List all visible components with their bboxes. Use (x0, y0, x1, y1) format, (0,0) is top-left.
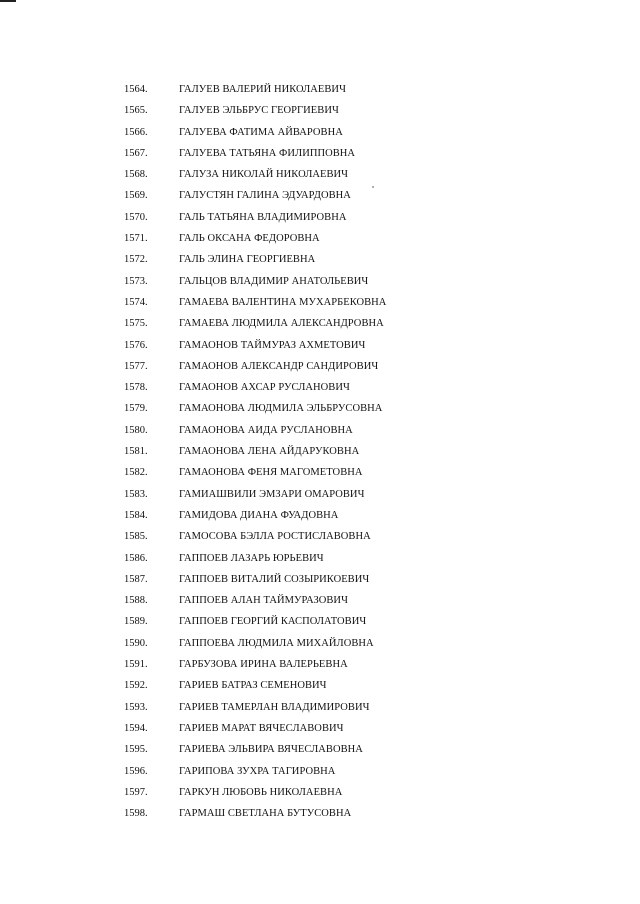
item-name: ГАМИДОВА ДИАНА ФУАДОВНА (179, 509, 339, 521)
item-number: 1571. (124, 233, 148, 245)
list-item (0, 569, 640, 590)
list-item (0, 271, 640, 292)
item-number: 1585. (124, 531, 148, 543)
list-item (0, 207, 640, 228)
item-number: 1594. (124, 722, 148, 734)
item-name: ГАЛУЕВ ЭЛЬБРУС ГЕОРГИЕВИЧ (179, 105, 339, 117)
list-item (0, 398, 640, 419)
list-item (0, 377, 640, 398)
item-number: 1587. (124, 573, 148, 585)
list-item (0, 611, 640, 632)
item-number: 1570. (124, 211, 148, 223)
list-item (0, 292, 640, 313)
list-item (0, 335, 640, 356)
list-item (0, 356, 640, 377)
item-number: 1584. (124, 509, 148, 521)
item-number: 1588. (124, 595, 148, 607)
list-item (0, 228, 640, 249)
item-name: ГАЛУЕВ ВАЛЕРИЙ НИКОЛАЕВИЧ (179, 84, 346, 95)
list-item (0, 420, 640, 441)
item-name: ГАЛУСТЯН ГАЛИНА ЭДУАРДОВНА (179, 190, 351, 202)
item-number: 1595. (124, 744, 148, 756)
item-number: 1572. (124, 254, 148, 266)
item-number: 1575. (124, 318, 148, 330)
list-item (0, 782, 640, 803)
item-number: 1578. (124, 382, 148, 394)
item-name: ГАЛУЕВА ФАТИМА АЙВАРОВНА (179, 126, 343, 138)
item-name: ГАППОЕВА ЛЮДМИЛА МИХАЙЛОВНА (179, 637, 374, 649)
item-number: 1577. (124, 360, 148, 372)
item-name: ГАМАЕВА ЛЮДМИЛА АЛЕКСАНДРОВНА (179, 318, 384, 330)
list-item (0, 697, 640, 718)
item-number: 1581. (124, 446, 148, 458)
item-name: ГАППОЕВ ЛАЗАРЬ ЮРЬЕВИЧ (179, 552, 324, 564)
item-name: ГАРМАШ СВЕТЛАНА БУТУСОВНА (179, 808, 352, 820)
item-name: ГАРИЕВ БАТРАЗ СЕМЕНОВИЧ (179, 680, 327, 692)
list-item (0, 164, 640, 185)
item-number: 1597. (124, 786, 148, 798)
item-number: 1573. (124, 275, 148, 287)
list-item (0, 761, 640, 782)
item-name: ГАМИАШВИЛИ ЭМЗАРИ ОМАРОВИЧ (179, 488, 365, 500)
item-number: 1565. (124, 105, 148, 117)
list-item (0, 122, 640, 143)
list-item (0, 441, 640, 462)
item-name: ГАРИЕВ ТАМЕРЛАН ВЛАДИМИРОВИЧ (179, 701, 370, 713)
item-name: ГАРИЕВ МАРАТ ВЯЧЕСЛАВОВИЧ (179, 722, 344, 734)
item-name: ГАМОСОВА БЭЛЛА РОСТИСЛАВОВНА (179, 531, 371, 543)
item-number: 1583. (124, 488, 148, 500)
scan-corner-mark (0, 0, 16, 2)
item-number: 1596. (124, 765, 148, 777)
list-item (0, 590, 640, 611)
item-name: ГАЛУЕВА ТАТЬЯНА ФИЛИППОВНА (179, 147, 356, 159)
list-item (0, 803, 640, 824)
item-number: 1591. (124, 659, 148, 671)
list-item (0, 718, 640, 739)
item-name: ГАМАОНОВ АЛЕКСАНДР САНДИРОВИЧ (179, 360, 379, 372)
list-item (0, 505, 640, 526)
list-item (0, 462, 640, 483)
list-item (0, 654, 640, 675)
item-name: ГАЛЬЦОВ ВЛАДИМИР АНАТОЛЬЕВИЧ (179, 275, 369, 287)
item-number: 1598. (124, 808, 148, 820)
list-item (0, 143, 640, 164)
item-number: 1569. (124, 190, 148, 202)
item-name: ГАППОЕВ АЛАН ТАЙМУРАЗОВИЧ (179, 595, 348, 607)
item-name: ГАРИПОВА ЗУХРА ТАГИРОВНА (179, 765, 336, 777)
list-item (0, 548, 640, 569)
item-name: ГАРКУН ЛЮБОВЬ НИКОЛАЕВНА (179, 786, 343, 798)
item-name: ГАППОЕВ ГЕОРГИЙ КАСПОЛАТОВИЧ (179, 616, 367, 628)
item-name: ГАМАОНОВА ЛЕНА АЙДАРУКОВНА (179, 446, 360, 458)
list-item (0, 675, 640, 696)
list-item (0, 633, 640, 654)
item-number: 1586. (124, 552, 148, 564)
item-number: 1579. (124, 403, 148, 415)
item-name: ГАЛЬ ОКСАНА ФЕДОРОВНА (179, 233, 320, 245)
item-number: 1567. (124, 147, 148, 159)
item-name: ГАМАОНОВ АХСАР РУСЛАНОВИЧ (179, 382, 350, 394)
item-name: ГАРИЕВА ЭЛЬВИРА ВЯЧЕСЛАВОВНА (179, 744, 363, 756)
item-number: 1568. (124, 169, 148, 181)
item-number: 1566. (124, 126, 148, 138)
item-name: ГАЛЬ ТАТЬЯНА ВЛАДИМИРОВНА (179, 211, 347, 223)
list-item (0, 79, 640, 100)
list-item (0, 185, 640, 206)
item-number: 1580. (124, 424, 148, 436)
list-item (0, 484, 640, 505)
list-item (0, 249, 640, 270)
item-name: ГАМАОНОВ ТАЙМУРАЗ АХМЕТОВИЧ (179, 339, 366, 351)
item-name: ГАРБУЗОВА ИРИНА ВАЛЕРЬЕВНА (179, 659, 348, 671)
item-name: ГАЛУЗА НИКОЛАЙ НИКОЛАЕВИЧ (179, 169, 349, 181)
item-number: 1589. (124, 616, 148, 628)
list-item (0, 100, 640, 121)
list-item (0, 313, 640, 334)
name-list (0, 79, 640, 824)
item-name: ГАМАОНОВА ЛЮДМИЛА ЭЛЬБРУСОВНА (179, 403, 383, 415)
list-item (0, 526, 640, 547)
item-name: ГАЛЬ ЭЛИНА ГЕОРГИЕВНА (179, 254, 316, 266)
item-number: 1582. (124, 467, 148, 479)
item-name: ГАМАЕВА ВАЛЕНТИНА МУХАРБЕКОВНА (179, 296, 387, 308)
item-number: 1590. (124, 637, 148, 649)
item-name: ГАППОЕВ ВИТАЛИЙ СОЗЫРИКОЕВИЧ (179, 573, 370, 585)
item-number: 1564. (124, 84, 148, 95)
item-number: 1592. (124, 680, 148, 692)
item-name: ГАМАОНОВА ФЕНЯ МАГОМЕТОВНА (179, 467, 363, 479)
item-number: 1576. (124, 339, 148, 351)
list-item (0, 739, 640, 760)
item-number: 1593. (124, 701, 148, 713)
item-name: ГАМАОНОВА АИДА РУСЛАНОВНА (179, 424, 353, 436)
item-number: 1574. (124, 296, 148, 308)
